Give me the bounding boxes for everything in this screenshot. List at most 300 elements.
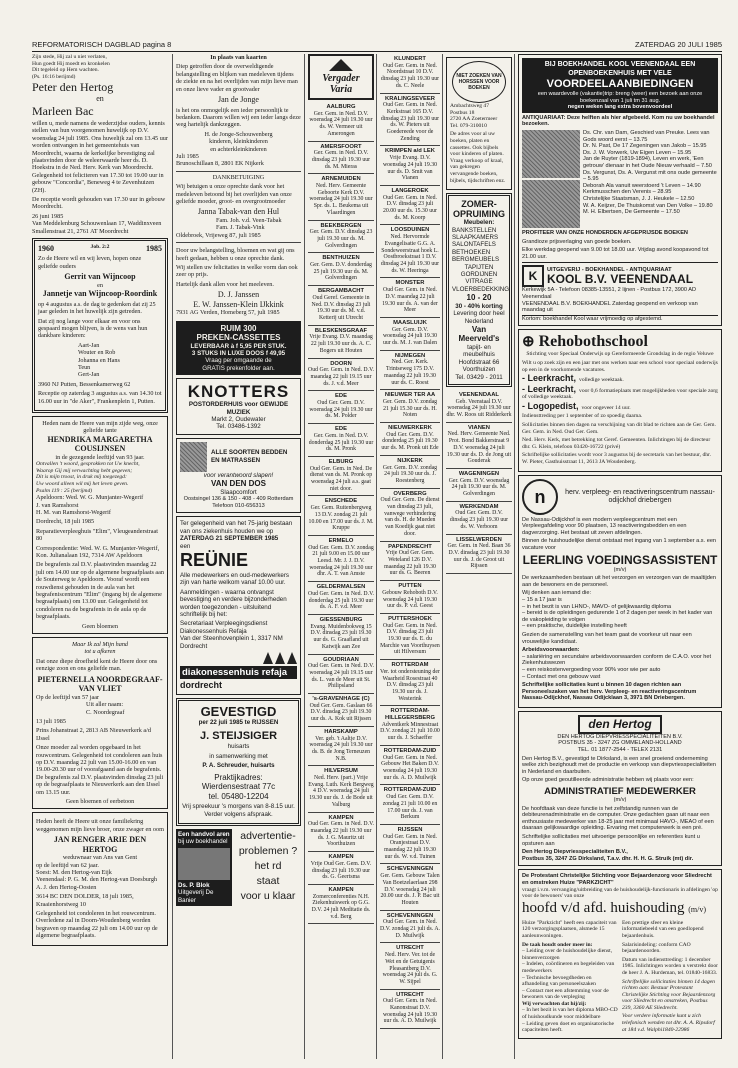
church-place: UTRECHT — [396, 945, 424, 952]
column-display-ads — [518, 54, 722, 1059]
knotters-ad — [176, 378, 301, 435]
church-place: UTRECHT — [396, 991, 424, 998]
signature: Fam. J. Tabak-Vink — [216, 224, 265, 232]
church-service-item — [380, 351, 440, 391]
ad-line: in samenwerking met — [209, 752, 268, 760]
notice-text: Wij stellen uw felicitaties in welke vorm dan ook zeer op prijs. — [176, 263, 298, 279]
nassau-logo-icon: n — [522, 479, 558, 515]
wedding-notice — [32, 54, 168, 235]
thanks-notice-janssen — [176, 242, 301, 316]
sale-item: VITRAGE — [465, 278, 493, 286]
vacancy-detail: volledige weektaak. — [579, 377, 624, 384]
handvol-ad — [176, 829, 232, 906]
church-service-item — [446, 423, 512, 469]
ad-line: 3 STUKS IN LUXE DOOS f 49,95 — [191, 349, 286, 357]
notice-address: Prins Johanstraat 2, 2813 AB Nieuwerkerk a/d IJssel — [36, 727, 151, 742]
ad-text: Vrij spreekuur 's morgens van 8-8.15 uur. Verder volgens afspraak. — [182, 803, 295, 818]
book-offer — [583, 170, 718, 183]
anniversary-years — [38, 244, 162, 254]
notice-text: Hartelijk dank allen voor het meeleven. — [176, 280, 274, 288]
task-list — [522, 948, 618, 1001]
dash-icon: - — [522, 373, 528, 384]
church-service-item — [380, 94, 440, 147]
ad-text: Salarisindeling: conform CAO bejaardenoorden. — [622, 941, 691, 955]
van-horssen-ad — [446, 57, 512, 190]
task — [522, 988, 618, 1001]
ad-line: Stichting voor Speciaal Onderwijs op Gereformeerde Grondslag in de regio Veluwe — [526, 351, 714, 358]
church-place: EDE — [335, 426, 347, 433]
ad-address: 2720 AA Zoetermeer — [450, 116, 498, 123]
ad-text: Arbeidsvoorwaarden: — [522, 647, 580, 654]
notice-text: is het ons onmogelijk een ieder persoonlijk te bedanken. Daarom willen wij een ieder langs deze weg hartelijk dankzeggen. — [176, 106, 301, 129]
verse-line: (Ps. 16:16 berijmd) — [32, 73, 76, 80]
tent-icon — [310, 59, 372, 71]
book-offer-text: Deborah Ala vanuit weerstoerd 't Leven – 14.90 — [583, 182, 701, 189]
condition-text: een reiskostenvergoeding voor 90% voor wie per auto — [526, 666, 661, 673]
church-service-details: Ger. Gem. D.V. woensdag 24 juli 19.30 uur ds. M. Golverdingen — [448, 477, 510, 498]
ad-line: Slaapcomfort — [220, 488, 257, 496]
church-service-item — [308, 142, 374, 175]
church-service-details: Adventkerk Minnestraat D.V. zondag 21 juli 10.00 uur ds. J. Schaeffer — [380, 721, 440, 742]
church-service-item — [446, 535, 512, 575]
church-service-details: Oud Ger. Gem. in Ned. D.V. maandag 22 juli 19.30 uur ds. J. G. Mauritz uit Voorthuizen — [308, 821, 374, 848]
church-service-details: Oud Geref. Gemeente in Ned. D.V. dinsdag 23 juli 19.30 uur ds. M. v.d. Ketterij uit Utrecht — [311, 294, 371, 321]
church-place: MONSTER — [395, 280, 425, 287]
church-service-details: Vrije Oud Ger. Gem. Weteland 126 D.V. maandag 22 juli 19.30 uur ds. G. Beeren — [384, 550, 436, 577]
death-notice-cousijnsen — [32, 416, 168, 634]
church-place: NIJKERK — [397, 457, 423, 464]
ad-address: POSTBUS 35 - 3247 ZG OMMELAND-HOLLAND — [558, 740, 682, 747]
church-place: LANGEROEK — [391, 187, 429, 194]
verse-ref: Job. 2:2 — [90, 243, 110, 250]
church-service-details: Evang. Muidenbokweg 15 D.V. dinsdag 23 juli 19.30 uur ds. G. Graafland uit Katwijk aan Zee — [310, 623, 372, 650]
church-service-item — [380, 614, 440, 660]
ad-text: Secretariaat Verpleegingsdienst Diakonessenhuis Refaja — [180, 620, 268, 635]
family-line: H. M. van Ramshorst-Wegerif — [36, 508, 111, 516]
condition — [522, 674, 718, 681]
sale-item: BERGMEUBELS — [452, 256, 500, 264]
school-name: Rehobothschool — [538, 333, 648, 351]
family-line: C. Noordegraaf — [86, 708, 125, 716]
den-hertog-logo — [522, 715, 718, 734]
condition — [522, 654, 718, 667]
church-service-details: Oud Ger. Gem. in Ned. D.V. zondag 21 juli ds. A. D. Muilwijk — [380, 919, 440, 939]
wedding-reception: De receptie wordt gehouden van 17.30 uur in gebouw Moordrecht. — [32, 195, 166, 211]
reunie-title: REÜNIE — [180, 549, 249, 570]
church-place: PAPENDRECHT — [388, 543, 432, 550]
church-service-item — [308, 174, 374, 220]
kool-boekhandel-ad — [518, 54, 722, 326]
ad-line: bij uw boekhandel — [178, 838, 228, 846]
church-service-details: Ger. Gem. in Ned. D.V. dinsdag 23 juli 19.30 uur ds. M. Mieras — [311, 150, 371, 170]
church-place: LOOSDUINEN — [390, 227, 430, 234]
child-name: Wouter en Rob — [78, 349, 116, 357]
church-service-item — [308, 536, 374, 582]
ad-line: (m/v) — [613, 797, 627, 804]
church-service-details: Ned. Herv. Gemeente Geboorte Kerk D.V. woensdag 24 juli 19.30 uur Spr. ds. L. Beukema uit Vlaardingen — [309, 183, 373, 216]
church-place: OVERBERG — [393, 490, 427, 497]
church-service-details: Ger. Gem. Ruitenbergweg 13 D.V. zondag 21 juli 10.00 en 17.00 uur ds. J. M. Kruppe — [308, 505, 374, 532]
vacancy-detail: voor 0,6 formatieplaats met mogelijkheden voor speciale zorg of volledige weektaak. — [522, 387, 718, 401]
task-text: Technische bevoegdheden en afhandeling van personeelszaken — [522, 974, 596, 988]
church-service-item — [308, 694, 374, 727]
column-thanks-ads — [176, 54, 301, 1059]
page-header-left: REFORMATORISCH DAGBLAD pagina 8 — [32, 40, 172, 49]
vacancy-item — [522, 400, 718, 412]
church-service-details: Oud Ger. Gem. in Ned. D.V. maandag 22 juli 19.15 uur ds. J. v.d. Meer — [308, 367, 374, 387]
church-service-item — [380, 186, 440, 226]
ad-line: advertentie- — [240, 829, 296, 842]
ad-line: Elke werkdag geopend van 9.00 tot 18.00 uur. Vrijdag avond koopavond tot 21.00 uur. — [522, 247, 709, 260]
vacancy-role: Leerkracht, — [527, 373, 577, 384]
ad-text: Datum van indiensttreding: 1 december 1985. Inlichtingen worden u verstrekt door de heer J. A. Hurdeman, tel. 01840-16833. — [622, 956, 719, 976]
sale-items — [452, 227, 506, 264]
ad-line: Meubelen: — [463, 219, 495, 227]
ad-line: BIJ BOEKHANDEL KOOL VEENENDAAL EEN — [544, 61, 696, 68]
church-place: RIJSSEN — [397, 826, 423, 833]
vacancy-title: LEERLING VOEDINGSASSISTENT — [522, 552, 718, 567]
gevestigd-title: GEVESTIGD — [200, 704, 277, 719]
bullet-icon: – — [522, 974, 527, 981]
church-service-details: Ned. Herv. Ver. tot de Wet en de Getuigenis Pleasantberg D.V. woensdag 24 juli ds. G. W. Sijpel — [382, 952, 438, 985]
church-place: NIEUWER TER AA — [384, 392, 436, 399]
church-service-item — [308, 359, 374, 392]
ad-line: Kortom: boekhandel Kool waar vrijmoedig op afgestemd. — [522, 315, 718, 323]
task — [522, 975, 618, 988]
book-offer — [583, 156, 718, 169]
child-name: Gert-Jan — [78, 371, 100, 379]
ad-text: De Nassau-Odijckhof is een modern verpleegcentrum met een Verpleegafdeling voor 90 plaatsen, 13 reactiveringsbedden en een dagverzorging. Het bestaat uit zeven afdelingen. — [522, 516, 687, 536]
ad-text: Schriftelijke sollicitaties kunt u binnen 10 dagen richten aan Personeelszaken van het herv. Verpleeg- en reactiveringscentrum Nassau-Odijckhof, Nassau Odijcklaan 3, 3971 BN Driebergen. — [522, 682, 697, 702]
church-service-item — [380, 423, 440, 456]
bullet-icon: – — [522, 610, 527, 617]
correspondence: Correspondentie: Wed. W. G. Munjanter-Wegerif, Kon. Julianalaan 192, 7314 AW Apeldoorn — [36, 544, 160, 559]
task-text: Leiding over de huishoudelijke dienst, binnenverzorgen — [522, 948, 613, 961]
sale-item: SALONTAFELS — [452, 241, 496, 249]
church-place: NIEUWERKERK — [388, 425, 432, 432]
ad-text: Schriftelijke sollicitaties binnen 14 dagen richten aan: Bestuur Protestant Christelijke Stichting voor Bejaardenzorg voor Sliedrecht en omstreken, Postbus 239, 3360 AE Sliedrecht. — [622, 978, 716, 1011]
ad-line: UITGEVERIJ - BOEKHANDEL - ANTIQUARIAAT — [547, 266, 672, 273]
ad-line: huisarts — [227, 743, 250, 751]
thanks-notice — [176, 54, 301, 168]
dos-logo: VAN DEN DOS — [211, 479, 266, 489]
ad-phone: Tel. 03429 - 2011 — [455, 373, 503, 381]
ad-text: Een prettige sfeer en kleine informatiebeeld van een goedlopend bejaardenhuis. — [622, 919, 704, 939]
vacancy-role: Logopedist, — [527, 400, 579, 411]
sale-item: BETHOEKEN — [452, 248, 491, 256]
sale-item: GORDIJNEN — [460, 270, 498, 278]
book-offer — [583, 150, 718, 157]
requirement — [522, 597, 718, 604]
church-service-details: Zomerconferenties N.H. Ziekenhuiswerk op G.G. D.V. 24 juli Meditatie ds. v.d. Berg — [311, 893, 371, 920]
church-service-item — [446, 502, 512, 535]
anniversary-intro: Zo de Heere wil en wij leven, hopen onze geliefde ouders — [38, 255, 142, 270]
church-place: SCHEVENINGEN — [386, 912, 434, 919]
ad-line: ANTIQUARIAAT: Deze helften als hier afgebeeld. Kom nu uw boekhandel bezoeken. — [522, 114, 715, 128]
column-rule — [304, 54, 305, 1059]
vacancy-list — [522, 375, 718, 411]
ad-line: tapijt- en meubelhuis — [463, 343, 495, 359]
condition — [522, 667, 718, 674]
book-offer-text: Ds. Chr. van Dam, Geschied van Preuke. Lees van Gods woord eerst – 13.75 — [583, 129, 710, 143]
requirement — [522, 623, 718, 630]
kool-header — [522, 58, 718, 113]
notice-address: 3614 BC DEN DOLDER, 18 juli 1985, Kraaienhorstweg 10 — [36, 893, 134, 908]
verse-line: Hun goedt Hij moedt en kronkelen — [32, 60, 110, 67]
church-service-details: Ger. Gem. D.V. donderdag 25 juli 19.30 uur ds. M. Golverdingen — [310, 262, 372, 282]
church-service-item — [308, 457, 374, 497]
notice-text: Gelegenheid tot condoleren in het rouwcentrum. Overledene zal in Doorn-Woudenberg worden begraven op maandag 22 juli om 14.00 uur op de algemene begraafplaats. — [36, 910, 158, 940]
notice-text: op de leeftijd van 62 jaar. — [36, 861, 99, 869]
expectation-text: Leiding geven doet en organisatorische capaciteiten heeft. — [522, 1020, 615, 1034]
church-place: BLESKENSGRAAF — [314, 327, 368, 334]
church-place: KLUNDERT — [394, 56, 426, 62]
year-start: 1960 — [38, 243, 54, 253]
notice-intro: Dat onze diepe droefheid kent de Heere door ons eenzige zoon en ons geliefde man. — [36, 657, 158, 673]
church-place: BENTHUIZEN — [322, 255, 360, 262]
church-service-item — [380, 318, 440, 351]
ad-text: De adres voor al uw boeken, platen en cassettes. Ook bijbels voor kinderen of platen. Vraag verkoop of kraal, van gekregen vervangende boeken, bijbels, tijdschriften enz. — [450, 131, 506, 184]
church-service-item — [308, 766, 374, 812]
church-service-details: Ger. Gem. D.V. woensdag 24 juli 19.30 uur ds. M. J. van Dalen — [382, 326, 438, 347]
notice-closing: Geen bloemen — [82, 622, 118, 630]
discount-range: 10 - 20 — [466, 293, 492, 303]
condition-text: salariëring en secundaire arbeidsvoorwaarden conform de C.A.O. voor het Ziekenhuiswezen — [522, 653, 712, 667]
requirement — [522, 610, 718, 623]
vacancy-role: Leerkracht, — [527, 383, 577, 394]
church-service-details: Ver. geb. 't Aaltje D.V. woensdag 24 juli 19.30 uur ds. B. de Jong Terneuzen N.B. — [309, 735, 373, 762]
church-place: KAMPEN — [328, 854, 354, 861]
church-place: AMERSFOORT — [320, 143, 362, 150]
thanks-notice-tabak — [176, 171, 301, 239]
kool-body — [522, 130, 718, 228]
task-text: Contact met een afstemming voor de bewoners van de verpleging — [522, 987, 609, 1001]
year-end: 1985 — [146, 243, 162, 253]
task — [522, 948, 618, 961]
rehoboth-header — [522, 333, 718, 351]
notice-intro: Heden nam de Heere van mijn zijde weg, onze geliefde tante — [42, 419, 158, 435]
notice-text: Diep getroffen door de overweldigende belangstelling en blijken van medeleven tijdens de ziekte en na het overlijden van mijn lieve man en onze lieve vader en grootvader — [176, 63, 298, 93]
ad-address: Oostsingel 136 & 150 - 408 - 409 Rotterdam Telefoon 010-656313 — [183, 496, 294, 509]
signature: E. W. Janssen-Klein IJkkink — [193, 299, 284, 309]
ad-headline: De Protestant Christelijke Stichting voor Bejaardenzorg voor Sliedrecht en omstreken Huize "PARKZICHT" — [522, 873, 712, 886]
page-header-right: ZATERDAG 20 JULI 1985 — [635, 40, 722, 49]
notice-address: Reparatieverpleeghuis "Elim", Vleugeanderstraat 80 — [36, 527, 158, 543]
signature: Fam. Joh. v.d. Veen-Tabak — [216, 216, 282, 224]
bullet-icon: – — [522, 987, 527, 994]
ad-text: Gezien de samenstelling van het team gaat de voorkeur uit naar een vrouwelijke kandidaat. — [522, 631, 692, 645]
wife-name: Jannetje van Wijncoop-Roordink — [42, 289, 158, 299]
ad-line: negen weken lang extra bovenvoordeel — [567, 104, 673, 111]
requirement-text: 15 a 17 jaar is — [526, 596, 562, 603]
church-service-item — [308, 813, 374, 853]
ad-text: Schriftelijke sollicitaties wordt voor 3 augustus bij de secretaris van het bestuur, dhr. W. Pieter, Gasthuisstraat 11, 2613 JA Woudenberg. — [522, 452, 711, 466]
vacancy-suffix: (m/v) — [688, 904, 707, 914]
church-place: HARSKAMP — [324, 728, 358, 735]
ad-line: Vraag per omgaande de — [205, 357, 272, 365]
book-offer-text: Christelijke Staatsman, J. J. Heukele – 12.50 — [583, 195, 695, 202]
vergader-varia-logo — [308, 54, 374, 100]
notice-date: Juli 1985 — [176, 152, 199, 160]
husband-name: Gerrit van Wijncoop — [64, 272, 136, 282]
ad-address: Postbus 35, 3247 ZG Dirksland, T.a.v. dhr. H. H. G. Struik (mt) dir. — [522, 855, 694, 862]
church-service-details: Oud Ger. Gem. in Ned. D.V. maandag 22 juli 19.30 uur ds. A. van der Meer — [382, 287, 438, 314]
church-service-details: Oud Ger. Gem. D.V. zondag 21 juli 10.00 en 17.00 uur ds. J. van Berkum — [382, 794, 438, 821]
ad-text: De taak houdt onder meer in: — [522, 941, 593, 948]
verse-line: Zijn stede, Hij zal u niet verlaten, — [32, 54, 107, 60]
ad-text: Op onze goed geoutilleerde administratie hebben wij plaats voor een: — [522, 777, 694, 784]
bride-name: Marleen Bac — [32, 103, 94, 118]
and-word: en — [97, 281, 103, 289]
family-line: Apeldoorn: Wed. W. G. Munjanter-Wegerif — [36, 494, 144, 502]
notice-address: Brunoschillaan 8, 2801 EK Nijkerk — [176, 160, 264, 168]
ad-line: PROFITEER VAN ONZE HONDERDEN AFGEPRIJSDE BOEKEN — [522, 229, 688, 236]
vacancy-detail: voor ongeveer 14 uur. — [581, 404, 631, 411]
psalm-line: Ontvallen 't woord, gesprokken tot Uw knecht, — [36, 461, 140, 468]
deceased-name: Janna Tabak-van den Hul — [197, 207, 280, 217]
ad-line: RUIM 300 — [220, 323, 257, 333]
church-service-details: Oud Ger. Gem. in Ned. Kerkstraat 165 D.V. dinsdag 23 juli 19.30 uur ds. W. Pieters uit Goedereede voor de Zending — [380, 102, 440, 142]
notice-address: 7931 AG Verden, Homeberg 57, juli 1985 — [176, 309, 280, 317]
deceased-name: JAN RENGER ARIE DEN HERTOG — [53, 835, 147, 854]
vacancy-item — [522, 375, 718, 384]
kool-name: KOOL B.V. VEENENDAAL — [547, 272, 694, 287]
notice-text: Door uw belangstelling, bloemen en wat gij ons heeft gedaan, hebben u onze oprechte dank. — [176, 247, 295, 262]
family-line: Veenendaal: P. G. M. den Hertog-van Doesburgh — [36, 876, 158, 884]
bullet-icon: – — [522, 961, 527, 968]
ad-line: (m/v) — [613, 566, 627, 573]
church-place: GELDERMALSEN — [316, 584, 366, 591]
church-service-item — [380, 911, 440, 944]
death-notice-noordegraaf — [32, 637, 168, 809]
church-place: ROTTERDAM-ZUID — [383, 787, 437, 794]
page-header — [32, 40, 722, 52]
bullet-icon: – — [522, 596, 527, 603]
van-den-dos-ad — [176, 438, 301, 514]
ad-line: Een handvol aren — [178, 830, 230, 838]
church-service-item — [308, 391, 374, 424]
vacancy-title — [522, 900, 718, 918]
refaja-logo-icon — [180, 652, 297, 664]
bullet-icon: – — [522, 653, 527, 660]
discount-line: 30 - 40% korting — [455, 302, 503, 310]
ad-text: Sollicitaties binnen tien dagen na verschijning van dit blad te richten aan de Ger. Gem. Ger. Gem. in Ned. Oud Ger. Gem. — [522, 422, 716, 435]
church-service-details: Oud Ger. Gem. D.V. donderdag 25 juli 19.30 uur ds. M. Pronk uit Ede — [381, 431, 439, 452]
ad-address: Kerkewijk 5A - Telefoon 08385-13551, 2 lijnen - Postbus 172, 3900 AD Veenendaal — [522, 287, 697, 300]
church-service-item — [308, 885, 374, 925]
sale-item: SLAAPKAMERS — [452, 233, 499, 241]
conditions-list — [522, 654, 718, 680]
notice-closing: Geen bloemen of eerbetoon — [65, 797, 135, 805]
verse-line: Dit tegeleid op Hem wachten. — [32, 67, 99, 74]
church-place: KRALINGSEVEER — [385, 95, 435, 102]
church-service-item — [380, 943, 440, 989]
church-place: WAGENINGEN — [458, 470, 500, 477]
church-service-item — [308, 496, 374, 536]
book-offer-text: Kerkmusschen den Verenis – 28.95 — [583, 189, 672, 196]
ad-line: Praktijkadres: — [214, 772, 263, 782]
church-place: BERGAMBACHT — [317, 288, 365, 295]
kool-book-list — [583, 130, 718, 228]
church-service-details: Ger. Gem. in Ned. Baan 36 D.V. dinsdag 23 juli 19.30 uur ds. J. de Groot uit Rijssen — [447, 543, 511, 570]
notice-text: in de gezegende leeftijd van 93 jaar. — [55, 453, 145, 461]
ad-line: Levering door heel Nederland — [453, 310, 505, 325]
church-service-item — [380, 660, 440, 706]
refaja-bar: diakonessenhuis refaja — [180, 666, 297, 679]
requirement-text: in het bezit is van LHNO-, MAVO- of gelijkwaardig diploma — [526, 603, 672, 610]
ad-line: een waardevolle (vakantie)trip: breng (weer) een bezoek aan onze boekenzaal van 1 juli tm 31 aug. — [537, 91, 703, 104]
reunie-ad — [176, 516, 301, 695]
verse-line: Maar Ik zal Mijn hand — [71, 641, 129, 649]
expectation-text: In het bezit is van het diploma MBO-CD of huishoudkunde voor middelbare — [522, 1007, 618, 1021]
church-service-details: Oud Ger. Gem. in Ned. D.V. dinsdag 23 juli 19.30 uur ds. E. du Marchie van Voorthuysen uit Hilversum — [380, 622, 440, 656]
church-place: PUTTEN — [398, 583, 422, 590]
ad-phone: tel. 05480-12204 — [208, 791, 269, 801]
bottom-ads — [176, 829, 301, 906]
church-service-details: Vrije Evang. D.V. woensdag 24 juli 19.30 uur ds. D. Smit van Vianen — [382, 155, 438, 182]
logo-line: Vergader — [322, 73, 360, 84]
church-service-item — [308, 221, 374, 254]
ad-line: Grandioze prijsverlaging van goede boeken. — [522, 238, 632, 245]
church-service-details: Ger. Gem. in Ned. D.V. woensdag 24 juli 19.30 uur ds. W. Vermeer uit Amerongen — [309, 110, 373, 137]
kool-photos — [522, 130, 580, 228]
church-place: ROTTERDAM-HILLEGERSBERG — [385, 708, 435, 722]
column-ads-services — [446, 54, 512, 1059]
author-portrait-image — [522, 130, 580, 178]
burial-text: De begrafenis zal D.V. plaatsvinden maandag 22 juli om 14.00 uur op de algemene begraafplaats aan de Souterweg te Apeldoorn. Vooraf wordt een rouwdienst gehouden in de aula van het begrafeniscentrum "Elim" (ingang bij de algemene begraafplaats) om 13.00 uur. Gelegenheid tot condoleren na de begrafenis in de aula op de begraafplaats. — [36, 561, 165, 621]
church-service-details: Geb. Veenstaal D.V. woensdag 24 juli 19.30 uur dhr. W. Roos uit Ridderkerk — [446, 398, 512, 419]
notice-text: weduwnaar van Ans van Gent — [62, 854, 138, 862]
ad-line: OPENBOEKENHUIS MET VELE — [568, 70, 672, 77]
church-service-details: Oud Ger. Gem. in Ned. Oranjestraat D.V. maandag 22 juli 19.30 uur ds. W. v.d. Tuinen — [383, 833, 437, 860]
church-service-details: Vrije Oud Ger. Gem. D.V. dinsdag 23 juli 19.30 uur ds. G. Geertsma — [310, 860, 372, 881]
wedding-address: Smallenstraat 21, 2761 AT Moordrecht — [32, 227, 129, 235]
church-service-item — [446, 469, 512, 502]
church-service-item — [308, 655, 374, 695]
bullet-icon: – — [522, 666, 527, 673]
church-service-item — [380, 746, 440, 786]
psalm-line: Uw woord alleen wil mij het leven geven. — [36, 480, 129, 487]
book-offer — [583, 130, 718, 143]
church-place: VEENENDAAL — [459, 391, 499, 398]
requirement-text: een praktische, duidelijke instelling heeft — [526, 623, 627, 630]
anniversary-text: op 4 augustus a.s. de dag te gedenken dat zij 25 jaar geleden in het huwelijk zijn getreden. — [38, 300, 156, 316]
church-service-item — [308, 727, 374, 767]
nassau-odijckhof-ad — [518, 475, 722, 708]
church-place: ROTTERDAM — [391, 662, 429, 669]
church-service-item — [308, 852, 374, 885]
ad-text: vraagt i.v.m. vervanging/uitbreiding van de huishoudelijk-functionaris in afdelingen 'op voor de bewoners' van onze — [522, 886, 718, 900]
notice-date: Dordrecht, 18 juli 1985 — [36, 518, 95, 526]
church-service-item — [308, 582, 374, 615]
church-place: PUTTERSHOEK — [388, 615, 432, 622]
requirement — [522, 604, 718, 611]
sale-item: VLOERBEDEKKING — [452, 285, 510, 293]
logo-line: Varia — [329, 84, 353, 95]
ad-text: Alle medewerkers en oud-medewerkers zijn van harte welkom vanaf 10.00 uur. — [180, 571, 290, 587]
bullet-icon: – — [522, 603, 527, 610]
church-service-details: Ned. Ger. Kerk. Trintseweg 175 D.V. maandag 22 juli 19.30 uur ds. C. Roest — [384, 359, 436, 386]
ad-line: POSTORDERHUIS voor GEWIJDE MUZIEK — [188, 401, 289, 416]
ad-text: Huize "Parkzicht" heeft een capaciteit van 120 verzorgingsplaatsen, alsmede 15 aanleunwoningen. — [522, 919, 617, 939]
signature: kinderen, kleinkinderen — [209, 138, 268, 146]
rehoboth-ad — [518, 329, 722, 471]
church-service-details: Gebouw Rehoboth D.V. woensdag 24 juli 19.30 uur ds. P. v.d. Geest — [382, 589, 438, 610]
verse-line: tot u afkeren — [84, 648, 116, 656]
sale-title: ZOMER-OPRUIMING — [452, 199, 505, 220]
parkzicht-body — [522, 918, 718, 1036]
church-service-item — [446, 390, 512, 423]
